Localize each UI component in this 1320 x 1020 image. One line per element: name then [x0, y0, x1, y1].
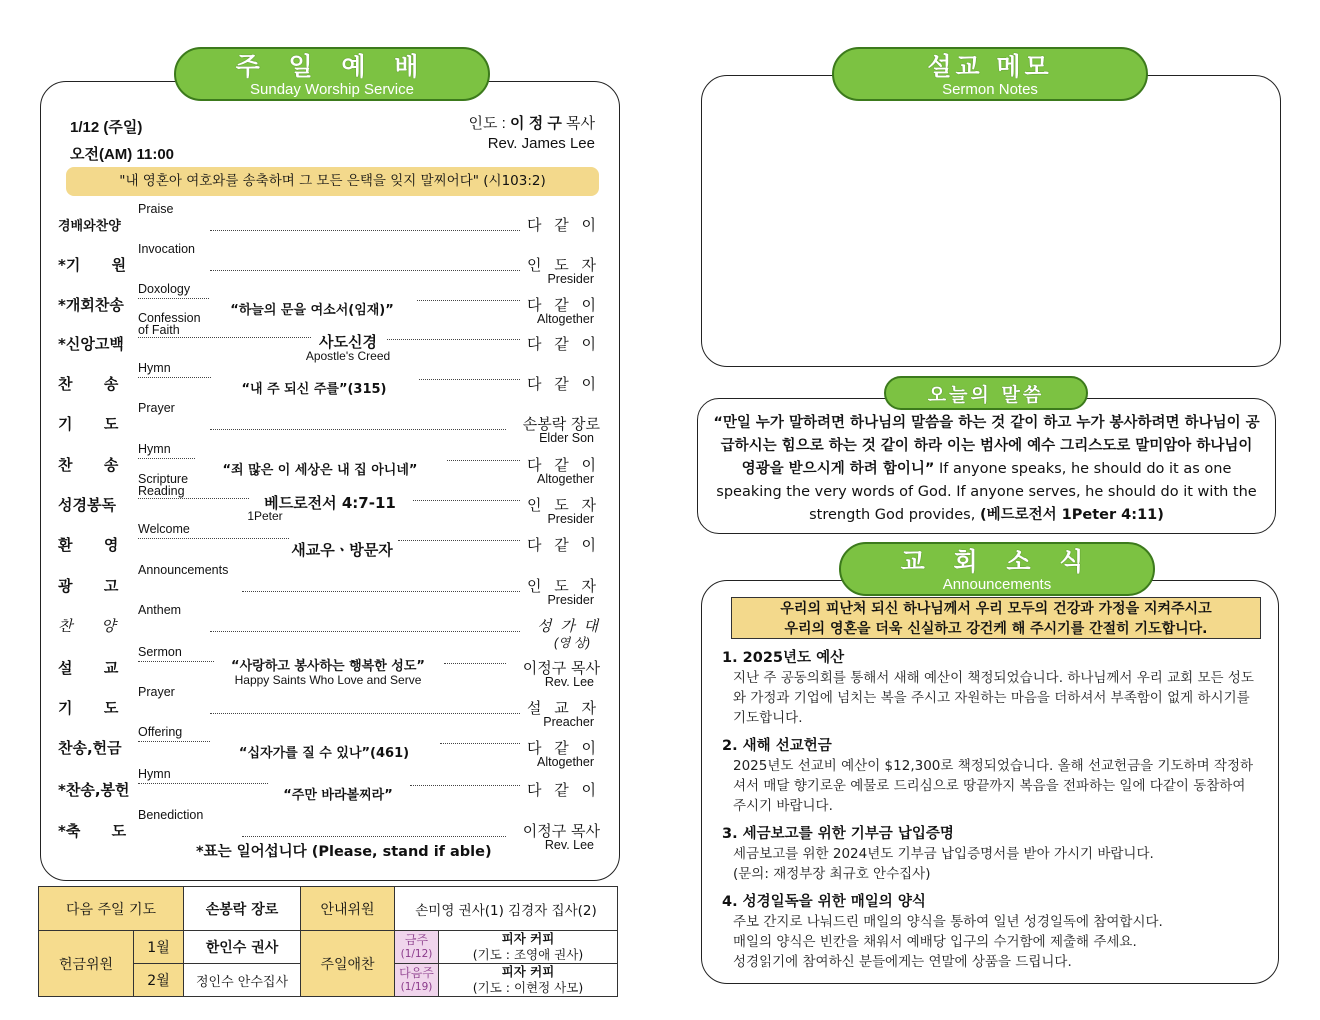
next-week-cell	[395, 964, 439, 997]
order-item-leader: 다 같 이	[526, 296, 600, 314]
order-item-ko: *찬송,봉헌	[58, 781, 130, 799]
news-item-title: 2. 새해 선교헌금	[722, 738, 832, 754]
order-item-leader: 다 같 이	[526, 375, 600, 393]
news-item	[722, 892, 1260, 972]
order-item-leader-en: Presider	[547, 593, 594, 607]
sermon-notes-header	[832, 47, 1148, 101]
next-week-label: 다음주	[399, 966, 434, 980]
theme-verse: "내 영혼아 여호와를 송축하며 그 모든 은택을 잊지 말찌어다" (시103:2)	[66, 167, 599, 196]
month1-name: 한인수 권사	[184, 931, 301, 964]
service-datetime	[70, 114, 174, 168]
order-item-title: “십자가를 질 수 있나”(461)	[238, 746, 410, 761]
news-item	[722, 648, 1260, 728]
order-item-ko: 광 고	[58, 577, 119, 595]
order-item-en: Scripture Reading	[138, 472, 189, 498]
order-row	[58, 362, 604, 400]
order-item-leader-en: Altogether	[537, 312, 594, 326]
order-item-leader: 다 같 이	[526, 456, 600, 474]
order-row	[58, 768, 604, 806]
order-item-leader: 다 같 이	[526, 781, 600, 799]
order-row	[58, 523, 604, 561]
news-item-title: 1. 2025년도 예산	[722, 650, 845, 666]
order-item-en: Announcements	[138, 563, 229, 577]
order-item-title: “죄 많은 이 세상은 내 집 아니네”	[222, 463, 418, 478]
order-item-leader: 인 도 자	[526, 256, 600, 274]
order-item-leader-en: (영 상)	[554, 636, 590, 650]
order-item-leader-en: Elder Son	[539, 431, 594, 445]
order-item-ko: *기 원	[58, 256, 127, 274]
leader-dots	[210, 270, 520, 271]
leader-dots	[210, 429, 506, 430]
order-item-en: Hymn	[138, 442, 171, 456]
order-item-en: Doxology	[138, 282, 191, 296]
order-item-leader-en: Preacher	[543, 715, 594, 729]
today-word-ref: (베드로전서 1Peter 4:11)	[979, 507, 1164, 523]
order-item-ko: 설 교	[58, 659, 119, 677]
sermon-notes-title: 설교 메모	[927, 52, 1053, 81]
order-item-ko: 성경봉독	[58, 496, 116, 514]
order-item-title: “주만 바라볼찌라”	[283, 788, 393, 803]
order-item-en: Invocation	[138, 242, 195, 256]
prayer-request-line2: 우리의 영혼을 더욱 신실하고 강건케 해 주시기를 간절히 기도합니다.	[784, 621, 1208, 637]
order-item-leader-en: Rev. Lee	[544, 675, 594, 689]
order-item-en: Prayer	[138, 685, 175, 699]
order-item-leader: 다 같 이	[526, 536, 600, 554]
sermon-notes-panel	[701, 75, 1281, 367]
order-row	[58, 645, 604, 689]
offering-label: 헌금위원	[39, 931, 134, 997]
month1: 1월	[134, 931, 184, 964]
order-item-leader: 다 같 이	[526, 335, 600, 353]
order-item-en: Welcome	[138, 522, 190, 536]
news-item-body: 2025년도 선교비 예산이 $12,300로 책정되었습니다. 올해 선교헌금을 기도하며 작정하셔서 매달 향기로운 예물로 드리심으로 땅끝까지 복음을 전파하는 일에 다같이 동참하여 주시기 바랍니다.	[733, 758, 1254, 814]
month2: 2월	[134, 964, 184, 997]
leader-dots	[210, 230, 520, 231]
news-item-body: 세금보고를 위한 2024년도 기부금 납입증명서를 받아 가시기 바랍니다.	[733, 846, 1154, 862]
news-item	[722, 736, 1260, 816]
lunch-label: 주일애찬	[301, 931, 395, 997]
next-week-sponsor: (기도 : 이현정 사모)	[472, 980, 584, 995]
duty-table	[38, 886, 618, 997]
order-item-ko: 기 도	[58, 699, 119, 717]
leader-title: 목사	[566, 115, 595, 132]
order-item-ko: *축 도	[58, 822, 127, 840]
news-item-body: (문의: 재정부장 최규호 안수집사)	[733, 866, 931, 882]
news-item-body: 지난 주 공동의회를 통해서 새해 예산이 책정되었습니다. 하나님께서 우리 교회 모든 성도와 가정과 기업에 넘치는 복을 주시고 자원하는 마음을 더하셔서 부족함이 없게 하시기를 기도합니다.	[733, 670, 1254, 726]
order-item-ko: 환 영	[58, 536, 119, 554]
news-item	[722, 824, 1260, 884]
order-item-ko: *개회찬송	[58, 296, 124, 314]
usher-names: 손미영 권사(1) 김경자 집사(2)	[395, 887, 618, 931]
order-item-ko: 찬 송	[58, 456, 119, 474]
leader-dots	[210, 713, 520, 714]
order-item-leader-en: Presider	[547, 512, 594, 526]
worship-header	[174, 47, 490, 101]
order-item-title: 새교우ㆍ방문자	[291, 541, 393, 559]
worship-subtitle: Sunday Worship Service	[250, 81, 414, 98]
order-row	[58, 603, 604, 650]
order-item-leader: 인 도 자	[526, 577, 600, 595]
service-date: 1/12 (주일)	[70, 119, 143, 136]
next-prayer-name: 손봉락 장로	[184, 887, 301, 931]
order-row	[58, 203, 604, 241]
worship-title: 주 일 예 배	[235, 52, 429, 81]
stand-note: *표는 일어섭니다 (Please, stand if able)	[196, 844, 492, 860]
order-item-ko: 찬송,헌금	[58, 739, 122, 757]
news-item-body: 성경읽기에 참여하신 분들에게는 연말에 상품을 드립니다.	[733, 954, 1072, 970]
order-item-leader-en: Presider	[547, 272, 594, 286]
month2-name: 정인수 안수집사	[184, 964, 301, 997]
order-item-en: Praise	[138, 202, 174, 216]
this-week-lunch	[439, 931, 618, 964]
news-item-title: 4. 성경일독을 위한 매일의 양식	[722, 894, 926, 910]
order-item-title: “하늘의 문을 여소서(임재)”	[230, 303, 394, 318]
order-row	[58, 685, 604, 729]
news-item-title: 3. 세금보고를 위한 기부금 납입증명	[722, 826, 954, 842]
order-item-title: “사랑하고 봉사하는 행복한 성도”	[231, 659, 425, 674]
order-item-ko: 찬 양	[58, 617, 116, 635]
news-title: 교 회 소 식	[900, 547, 1094, 576]
order-item-en: Benediction	[138, 808, 204, 822]
this-week-label: 금주	[404, 933, 429, 947]
next-week-date: (1/19)	[400, 981, 433, 993]
order-row	[58, 563, 604, 607]
prayer-request	[731, 597, 1261, 639]
next-week-menu: 피자 커피	[501, 964, 555, 979]
order-item-title: 사도신경	[319, 333, 377, 351]
order-item-en: Sermon	[138, 645, 182, 659]
this-week-cell	[395, 931, 439, 964]
order-item-leader: 이정구 목사	[522, 659, 600, 677]
order-item-leader: 설 교 자	[526, 699, 600, 717]
leader-name: 이 정 구	[510, 115, 562, 132]
today-word-box	[697, 398, 1276, 534]
this-week-sponsor: (기도 : 조영애 권사)	[472, 947, 584, 962]
this-week-date: (1/12)	[400, 948, 433, 960]
order-item-leader-en: Altogether	[537, 472, 594, 486]
order-item-en: Hymn	[138, 767, 171, 781]
order-item-leader-en: Rev. Lee	[544, 838, 594, 852]
this-week-menu: 피자 커피	[501, 931, 555, 946]
today-word-en: If anyone speaks, he should do it as one speaking the very words of God. If anyone serves, he should do it with the strength God provides,	[716, 461, 1257, 523]
sermon-notes-subtitle: Sermon Notes	[942, 81, 1038, 98]
leader-name-en: Rev. James Lee	[487, 135, 595, 152]
next-week-lunch	[439, 964, 618, 997]
order-row	[58, 401, 604, 445]
order-item-ko: *신앙고백	[58, 335, 124, 353]
order-item-leader: 인 도 자	[526, 496, 600, 514]
leader-dots	[242, 591, 520, 592]
order-row	[58, 242, 604, 286]
order-item-leader: 이정구 목사	[522, 822, 600, 840]
service-time: 오전(AM) 11:00	[70, 146, 175, 163]
order-item-leader: 성 가 대	[536, 617, 600, 635]
order-item-en: Confession of Faith	[138, 311, 201, 337]
order-item-en: Anthem	[138, 603, 182, 617]
service-leader	[469, 114, 595, 154]
order-item-en: Hymn	[138, 361, 171, 375]
news-header	[839, 542, 1155, 596]
leader-dots	[210, 631, 520, 632]
order-item-leader: 손봉락 장로	[522, 415, 600, 433]
usher-label: 안내위원	[301, 887, 395, 931]
prayer-request-line1: 우리의 피난처 되신 하나님께서 우리 모두의 건강과 가정을 지켜주시고	[780, 601, 1212, 617]
order-row	[58, 725, 604, 769]
news-item-body: 매일의 양식은 빈칸을 채워서 예배당 입구의 수거함에 제출해 주세요.	[733, 934, 1137, 950]
order-item-leader: 다 같 이	[526, 739, 600, 757]
leader-label: 인도 :	[468, 115, 506, 132]
order-item-subtitle: Apostle's Creed	[305, 349, 391, 363]
order-item-leader-en: Altogether	[537, 755, 594, 769]
order-item-leader: 다 같 이	[526, 216, 600, 234]
order-item-subtitle: 1Peter	[247, 509, 283, 523]
leader-dots	[242, 836, 506, 837]
order-item-title: “내 주 되신 주를”(315)	[241, 382, 387, 397]
order-item-en: Prayer	[138, 401, 175, 415]
next-prayer-label: 다음 주일 기도	[39, 887, 184, 931]
order-item-ko: 찬 송	[58, 375, 119, 393]
order-item-en: Offering	[138, 725, 183, 739]
news-subtitle: Announcements	[942, 576, 1052, 593]
order-item-ko: 기 도	[58, 415, 119, 433]
today-word-header	[884, 376, 1088, 410]
news-item-body: 주보 간지로 나눠드린 매일의 양식을 통하여 일년 성경일독에 참여합시다.	[733, 914, 1163, 930]
order-item-title: 베드로전서 4:7-11	[264, 494, 396, 512]
today-word-title: 오늘의 말씀	[927, 384, 1045, 406]
order-item-subtitle: Happy Saints Who Love and Serve	[234, 673, 422, 687]
today-word-ko: “만일 누가 말하려면 하나님의 말씀을 하는 것 같이 하고 누가 봉사하려면 하나님이 공급하시는 힘으로 하는 것 같이 하라 이는 범사에 예수 그리스도로 말미암아 하나님이 영광을 받으시게 하려 함이니”	[713, 415, 1260, 477]
order-item-ko: 경배와찬양	[58, 219, 121, 234]
